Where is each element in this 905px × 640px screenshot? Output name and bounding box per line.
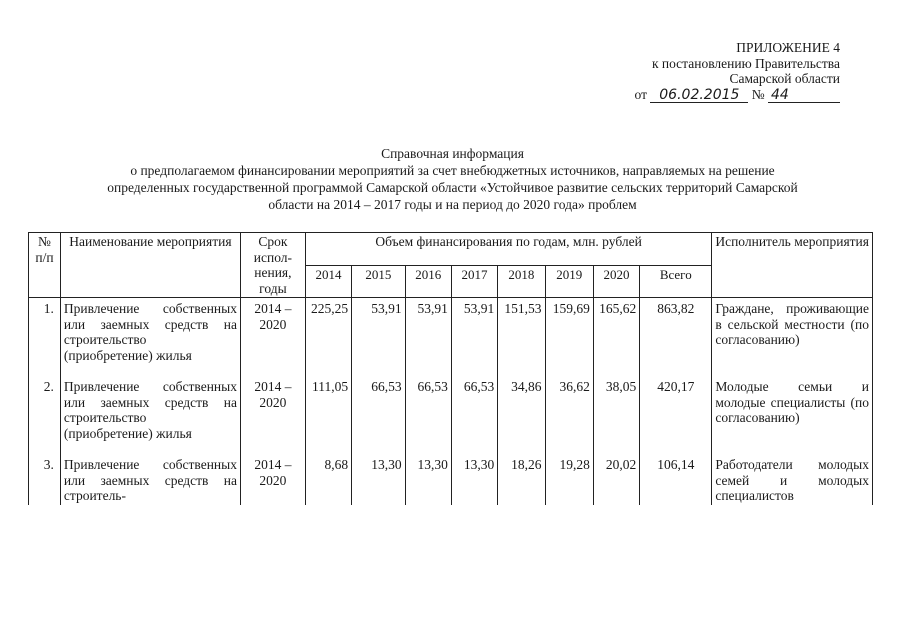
row-term: 2014 – 2020 — [240, 298, 305, 365]
row-value: 13,30 — [451, 442, 497, 505]
row-name: Привлечение собственных или заемных средств на строительство (приобретение) жилья — [60, 298, 240, 365]
row-value: 159,69 — [545, 298, 593, 365]
row-term: 2014 – 2020 — [240, 364, 305, 442]
header-total: Всего — [640, 265, 712, 298]
header-funding: Объем финансирования по годам, млн. рублей — [305, 233, 712, 266]
row-value: 34,86 — [498, 364, 545, 442]
appendix-resolution-ref: к постановлению Правительства — [651, 55, 840, 71]
funding-table — [28, 232, 873, 505]
document-title — [30, 145, 875, 213]
row-value: 38,05 — [593, 364, 639, 442]
header-year: 2016 — [405, 265, 451, 298]
row-value: 165,62 — [593, 298, 639, 365]
row-value: 151,53 — [498, 298, 545, 365]
header-executor: Исполнитель мероприятия — [712, 233, 873, 298]
header-year: 2020 — [593, 265, 639, 298]
row-value: 19,28 — [545, 442, 593, 505]
row-num: 2. — [29, 364, 61, 442]
row-value: 225,25 — [305, 298, 351, 365]
number-label: № — [751, 86, 765, 102]
header-year: 2017 — [451, 265, 497, 298]
handwritten-date: 06.02.2015 — [650, 88, 748, 103]
header-num: № п/п — [29, 233, 61, 298]
appendix-region: Самарской области — [729, 71, 840, 86]
row-num: 3. — [29, 442, 61, 505]
row-value: 36,62 — [545, 364, 593, 442]
header-year: 2014 — [305, 265, 351, 298]
row-value: 66,53 — [451, 364, 497, 442]
table-row — [29, 298, 873, 365]
appendix-title: ПРИЛОЖЕНИЕ 4 — [736, 40, 840, 55]
row-value: 13,30 — [405, 442, 451, 505]
row-value: 111,05 — [305, 364, 351, 442]
title-line-2: о предполагаемом финансировании мероприятий за счет внебюджетных источников, направляемых на решение — [130, 163, 775, 178]
row-name: Привлечение собственных или заемных средств на строитель- — [60, 442, 240, 505]
row-executor: Граждане, проживающие в сельской местности (по согласованию) — [712, 298, 873, 365]
row-total: 863,82 — [640, 298, 712, 365]
header-term: Срок испол-нения, годы — [240, 233, 305, 298]
title-line-4: области на 2014 – 2017 годы и на период до 2020 года» проблем — [268, 197, 637, 212]
title-line-3: определенных государственной программой Самарской области «Устойчивое развитие сельских территорий Самарской — [107, 180, 798, 195]
row-value: 18,26 — [498, 442, 545, 505]
table-row — [29, 364, 873, 442]
row-total: 106,14 — [640, 442, 712, 505]
header-name: Наименование мероприятия — [60, 233, 240, 298]
header-year: 2019 — [545, 265, 593, 298]
row-term: 2014 – 2020 — [240, 442, 305, 505]
title-line-1: Справочная информация — [381, 146, 524, 161]
row-value: 53,91 — [352, 298, 406, 365]
appendix-header — [590, 40, 840, 103]
row-total: 420,17 — [640, 364, 712, 442]
row-value: 53,91 — [451, 298, 497, 365]
row-executor: Молодые семьи и молодые специалисты (по согласованию) — [712, 364, 873, 442]
row-executor: Работодатели молодых семей и молодых специалистов — [712, 442, 873, 505]
from-label: от — [634, 86, 647, 102]
row-num: 1. — [29, 298, 61, 365]
table-row — [29, 442, 873, 505]
row-value: 8,68 — [305, 442, 351, 505]
handwritten-number: 44 — [768, 88, 840, 103]
row-value: 13,30 — [352, 442, 406, 505]
row-value: 53,91 — [405, 298, 451, 365]
appendix-date-line — [590, 87, 840, 103]
header-year: 2018 — [498, 265, 545, 298]
row-value: 20,02 — [593, 442, 639, 505]
row-value: 66,53 — [352, 364, 406, 442]
row-value: 66,53 — [405, 364, 451, 442]
row-name: Привлечение собственных или заемных средств на строительство (приобретение) жилья — [60, 364, 240, 442]
header-year: 2015 — [352, 265, 406, 298]
